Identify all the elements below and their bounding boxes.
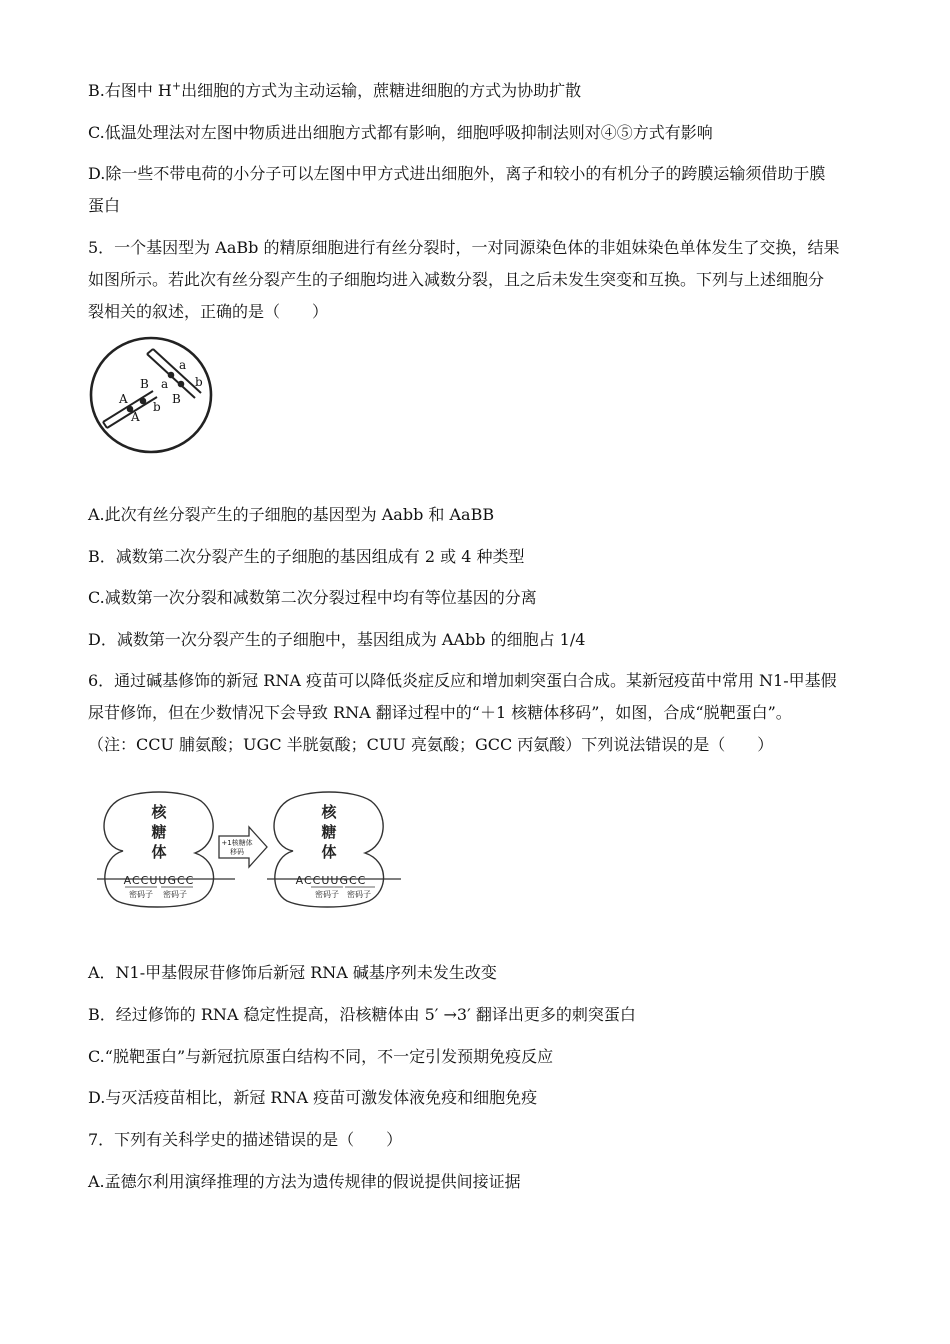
q6-option-d: D.与灭活疫苗相比，新冠 RNA 疫苗可激发体液免疫和细胞免疫 (88, 1088, 538, 1107)
q5-stem-line3: 裂相关的叙述，正确的是（ ） (88, 302, 329, 321)
q5-stem-line2: 如图所示。若此次有丝分裂产生的子细胞均进入减数分裂，且之后未发生突变和互换。下列与上述细胞分 (88, 270, 825, 289)
q7-option-a: A.孟德尔利用演绎推理的方法为遗传规律的假说提供间接证据 (88, 1172, 521, 1191)
label-a2: a (161, 377, 169, 391)
q5-option-c: C.减数第一次分裂和减数第二次分裂过程中均有等位基因的分离 (88, 588, 537, 607)
label-b1: b (195, 375, 203, 389)
q7-stem: 7．下列有关科学史的描述错误的是（ ） (88, 1130, 403, 1149)
arrow-label-line2: 移码 (230, 848, 244, 856)
homolog-chromosome-right (147, 349, 201, 398)
q6-stem-line1: 6．通过碱基修饰的新冠 RNA 疫苗可以降低炎症反应和增加刺突蛋白合成。某新冠疫苗中常用 N1-甲基假 (88, 671, 837, 690)
mrna-sequence-right: ACCUUGCC (295, 874, 367, 887)
label-a1: a (179, 358, 187, 372)
label-B2: B (172, 392, 181, 406)
arrow-label-line1: +1核糖体 (221, 839, 253, 847)
label-B1: B (140, 377, 149, 391)
codon-label-left-2: 密码子 (163, 890, 187, 899)
q6-ribosome-figure (95, 787, 405, 912)
ribosome-left-char2: 糖 (151, 823, 167, 841)
q4-option-d-line2: 蛋白 (88, 196, 121, 215)
mrna-sequence-left: ACCUUGCC (123, 874, 195, 887)
q5-stem-line1: 5．一个基因型为 AaBb 的精原细胞进行有丝分裂时，一对同源染色体的非姐妹染色单体发生了交换，结果 (88, 238, 840, 257)
q4-option-d-line1: D.除一些不带电荷的小分子可以左图中甲方式进出细胞外，离子和较小的有机分子的跨膜运输须借助于膜 (88, 164, 826, 183)
label-A1: A (119, 392, 128, 406)
q5-cell-figure (85, 335, 220, 460)
q5-option-a: A.此次有丝分裂产生的子细胞的基因型为 Aabb 和 AaBB (88, 505, 495, 524)
q6-stem-line2: 尿苷修饰，但在少数情况下会导致 RNA 翻译过程中的“＋1 核糖体移码”，如图，合成“脱靶蛋白”。 (88, 703, 792, 722)
q6-stem-line3: （注：CCU 脯氨酸；UGC 半胱氨酸；CUU 亮氨酸；GCC 丙氨酸）下列说法错误的是（ ） (88, 735, 774, 754)
q6-option-a: A．N1-甲基假尿苷修饰后新冠 RNA 碱基序列未发生改变 (88, 963, 497, 982)
ribosome-right-char3: 体 (321, 843, 337, 861)
ribosome-left-char1: 核 (151, 803, 167, 821)
q5-option-d: D．减数第一次分裂产生的子细胞中，基因组成为 AAbb 的细胞占 1/4 (88, 630, 586, 649)
codon-label-left-1: 密码子 (129, 890, 153, 899)
codon-label-right-2: 密码子 (347, 890, 371, 899)
q6-option-c: C.“脱靶蛋白”与新冠抗原蛋白结构不同，不一定引发预期免疫反应 (88, 1047, 554, 1066)
homolog-chromosome-left (103, 391, 157, 428)
ribosome-right-char2: 糖 (321, 823, 337, 841)
q6-option-b: B．经过修饰的 RNA 稳定性提高，沿核糖体由 5′ →3′ 翻译出更多的刺突蛋白 (88, 1005, 636, 1024)
ribosome-left-char3: 体 (151, 843, 167, 861)
frameshift-arrow (219, 827, 267, 867)
label-A2: A (131, 410, 140, 424)
q4-option-b: B.右图中 H+出细胞的方式为主动运输，蔗糖进细胞的方式为协助扩散 (88, 79, 582, 100)
label-b2: b (153, 400, 161, 414)
ribosome-right-char1: 核 (321, 803, 337, 821)
q4-option-c: C.低温处理法对左图中物质进出细胞方式都有影响，细胞呼吸抑制法则对④⑤方式有影响 (88, 123, 713, 142)
q5-option-b: B．减数第二次分裂产生的子细胞的基因组成有 2 或 4 种类型 (88, 547, 525, 566)
codon-label-right-1: 密码子 (315, 890, 339, 899)
